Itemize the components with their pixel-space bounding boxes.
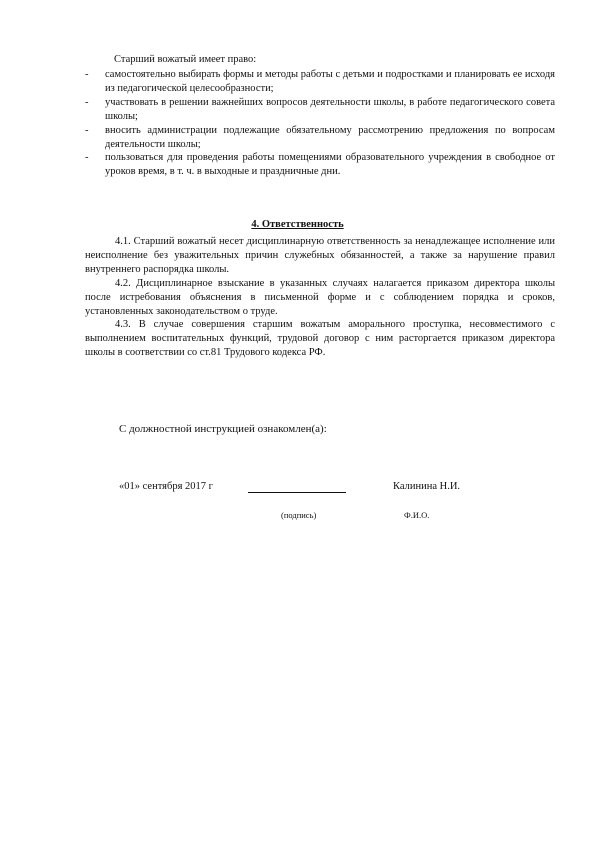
rights-intro: Старший вожатый имеет право:	[114, 54, 257, 65]
employee-name: Калинина Н.И.	[393, 481, 461, 492]
list-item	[85, 151, 555, 179]
signature-caption: (подпись)	[281, 510, 317, 520]
list-item-text: пользоваться для проведения работы помещениями образовательного учреждения в свободное от уроков время, в т. ч. в выходные и праздничные дни.	[105, 152, 555, 178]
list-item-text: участвовать в решении важнейших вопросов деятельности школы, в работе педагогического совета школы;	[105, 96, 555, 122]
bullet-dash: -	[85, 124, 89, 136]
paragraph: 4.1. Старший вожатый несет дисциплинарную ответственность за ненадлежащее исполнение или неисполнение без уважительных причин служебных обязанностей, а также за нарушение правил внутреннего распорядка школы.	[85, 236, 555, 275]
bullet-dash: -	[85, 69, 89, 80]
list-item	[85, 68, 555, 96]
bullet-dash: -	[85, 96, 89, 108]
rights-list	[85, 68, 555, 179]
list-item	[85, 96, 555, 124]
acknowledgement-text: С должностной инструкцией ознакомлен(а):	[119, 423, 327, 435]
list-item-text: вносить администрации подлежащие обязательному рассмотрению предложения по вопросам деятельности школы;	[105, 124, 555, 150]
bullet-dash: -	[85, 152, 89, 164]
date-text: «01» сентября 2017 г	[119, 481, 213, 492]
list-item	[85, 124, 555, 152]
responsibility-section	[85, 235, 555, 360]
paragraph: 4.3. В случае совершения старшим вожатым аморального проступка, несовместимого с выполнением воспитательных функций, трудовой договор с ним расторгается приказом директора школы в соответствии со ст.81 Трудового кодекса РФ.	[85, 319, 555, 359]
paragraph: 4.2. Дисциплинарное взыскание в указанных случаях налагается приказом директора школы после истребования объяснения в письменной форме и с соблюдением порядка и сроков, установленных законодательством о труде.	[85, 277, 555, 317]
section-title: 4. Ответственность	[251, 219, 344, 230]
signature-row	[0, 481, 595, 497]
fio-caption: Ф.И.О.	[404, 510, 430, 520]
list-item-text: самостоятельно выбирать формы и методы работы с детьми и подростками и планировать ее исходя из педагогической целесообразности;	[105, 69, 555, 94]
signature-line	[248, 492, 346, 493]
